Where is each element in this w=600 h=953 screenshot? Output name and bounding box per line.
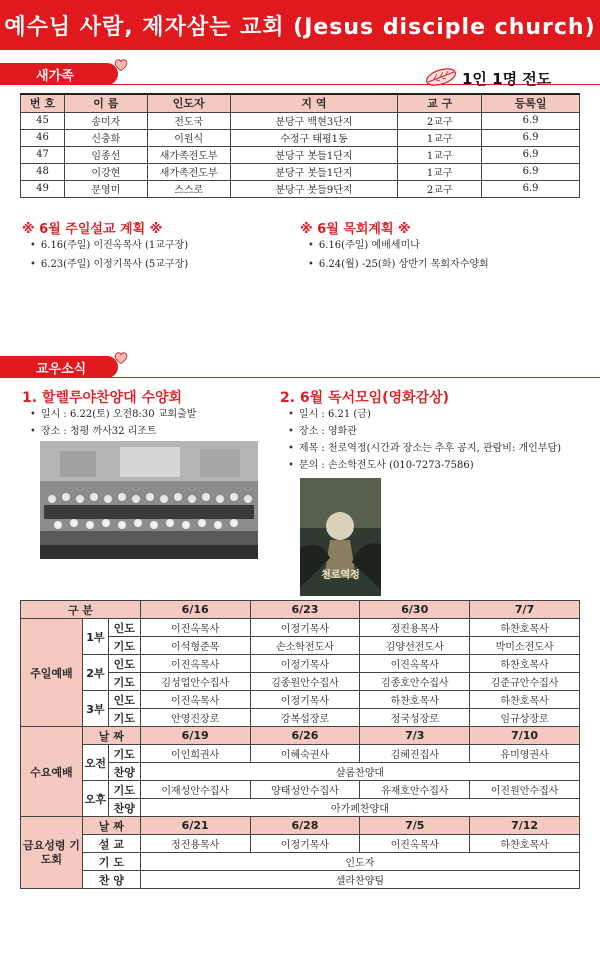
date-header: 7/3: [360, 727, 470, 745]
schedule-header-row: [21, 601, 580, 619]
cell: 하찬호목사: [470, 835, 580, 853]
service-part-label: 1부: [82, 619, 108, 655]
list-item: • 6.16(주일) 예배세미나: [308, 236, 489, 255]
date-label: 날 짜: [82, 727, 140, 745]
cell: 2교구: [398, 180, 482, 197]
cell: 하찬호목사: [360, 691, 470, 709]
cell: 48: [21, 163, 65, 180]
cell: 1교구: [398, 163, 482, 180]
cell: 이혜숙권사: [250, 745, 360, 763]
reading-info-list: [288, 406, 561, 474]
newcomer-table: [20, 93, 580, 198]
table-row: [21, 112, 580, 129]
sermon-plan-title: ※ 6월 주일설교 계획 ※: [22, 222, 163, 237]
date-header: 6/23: [250, 601, 360, 619]
cell: 안영진장로: [140, 709, 250, 727]
role-label: 기도: [108, 781, 140, 799]
date-header: 6/26: [250, 727, 360, 745]
cell: 이강현: [64, 163, 147, 180]
role-label: 기도: [108, 745, 140, 763]
date-header: 7/7: [470, 601, 580, 619]
col-header: 지 역: [230, 94, 398, 112]
list-item: • 6.23(주일) 이정기목사 (5교구장): [30, 255, 188, 274]
list-item: • 문의 : 손소학전도사 (010-7273-7586): [288, 457, 561, 474]
table-row: [21, 129, 580, 146]
cell: 이진원안수집사: [470, 781, 580, 799]
wednesday-service-label: 수요예배: [21, 727, 83, 817]
cell: 49: [21, 180, 65, 197]
col-header: 번 호: [21, 94, 65, 112]
list-item: • 6.16(주일) 이진옥목사 (1교구장): [30, 236, 188, 255]
table-row: [21, 727, 580, 745]
cell: 양태성안수집사: [250, 781, 360, 799]
cell: 정국성장로: [360, 709, 470, 727]
cell: 46: [21, 129, 65, 146]
table-row: [21, 655, 580, 673]
date-header: 6/21: [140, 817, 250, 835]
cell: 이정기목사: [250, 619, 360, 637]
cell: 박미소전도사: [470, 637, 580, 655]
gubun-header: 구 분: [21, 601, 141, 619]
cell: 김성업안수집사: [140, 673, 250, 691]
pastoral-plan-title: ※ 6월 목회계획 ※: [300, 222, 411, 237]
col-header: 인도자: [147, 94, 230, 112]
service-schedule-table: [20, 600, 580, 889]
section-label: 교우소식: [36, 361, 87, 377]
role-label: 기도: [108, 673, 140, 691]
role-label: 기 도: [82, 853, 140, 871]
list-item: • 장소 : 영화관: [288, 423, 561, 440]
table-row: [21, 163, 580, 180]
am-label: 오전: [82, 745, 108, 781]
role-label: 인도: [108, 619, 140, 637]
role-label: 인도: [108, 691, 140, 709]
cell: 김준규안수집사: [470, 673, 580, 691]
cell: 새가족전도부: [147, 146, 230, 163]
date-header: 6/16: [140, 601, 250, 619]
service-part-label: 2부: [82, 655, 108, 691]
table-header-row: [21, 94, 580, 112]
cell: 이인희권사: [140, 745, 250, 763]
cell: 이진옥목사: [140, 655, 250, 673]
pastoral-plan-list: [308, 236, 489, 274]
banner-title: 예수님 사람, 제자삼는 교회 (Jesus disciple church): [4, 14, 596, 40]
list-item: • 장소 : 청평 까사32 리조트: [30, 423, 196, 440]
cell: 분당구 봇들1단지: [230, 163, 398, 180]
cell: 47: [21, 146, 65, 163]
cell: 정진용목사: [140, 835, 250, 853]
movie-poster: [300, 478, 381, 596]
section-label: 새가족: [36, 68, 74, 84]
cell: 이재성안수집사: [140, 781, 250, 799]
cell: 1교구: [398, 146, 482, 163]
cell: 이진옥목사: [140, 619, 250, 637]
cell: 분당구 백현3단지: [230, 112, 398, 129]
cell: 이석형준목: [140, 637, 250, 655]
table-row: [21, 180, 580, 197]
cell: 하찬호목사: [470, 655, 580, 673]
cell: 이원식: [147, 129, 230, 146]
heart-icon: [114, 351, 128, 365]
date-header: 7/12: [470, 817, 580, 835]
retreat-info-list: [30, 406, 196, 440]
table-row: [21, 781, 580, 799]
choir-photo-drawing: [40, 441, 258, 559]
table-row: [21, 745, 580, 763]
service-part-label: 3부: [82, 691, 108, 727]
section-tab-news: [0, 356, 118, 378]
retreat-title: 1. 할렐루야찬양대 수양회: [22, 390, 183, 406]
cell: 문영미: [64, 180, 147, 197]
cell: 45: [21, 112, 65, 129]
praise-cell: 셀라찬양팀: [140, 871, 579, 889]
cell: 1교구: [398, 129, 482, 146]
friday-service-label: 금요성령 기도회: [21, 817, 83, 889]
role-label: 인도: [108, 655, 140, 673]
date-label: 날 짜: [82, 817, 140, 835]
cell: 정진용목사: [360, 619, 470, 637]
cell: 임규상장로: [470, 709, 580, 727]
table-row: [21, 619, 580, 637]
cell: 김혜진집사: [360, 745, 470, 763]
table-row: [21, 817, 580, 835]
reading-title: 2. 6월 독서모임(영화감상): [280, 390, 450, 406]
cell: 이진옥목사: [140, 691, 250, 709]
cell: 송미자: [64, 112, 147, 129]
cell: 신충화: [64, 129, 147, 146]
cell: 유재호안수집사: [360, 781, 470, 799]
cell: 김종호안수집사: [360, 673, 470, 691]
choir-cell: 아가페찬양대: [140, 799, 579, 817]
cell: 6.9: [482, 146, 580, 163]
cell: 하찬호목사: [470, 619, 580, 637]
list-item: • 일시 : 6.21 (금): [288, 406, 561, 423]
choir-cell: 샬롬찬양대: [140, 763, 579, 781]
col-header: 등록일: [482, 94, 580, 112]
cell: 분당구 봇들9단지: [230, 180, 398, 197]
date-header: 6/30: [360, 601, 470, 619]
cell: 강복섭장로: [250, 709, 360, 727]
role-label: 찬양: [108, 799, 140, 817]
cell: 하찬호목사: [470, 691, 580, 709]
cell: 분당구 봇들1단지: [230, 146, 398, 163]
page-banner: [0, 0, 600, 50]
cell: 2교구: [398, 112, 482, 129]
cell: 이진옥목사: [360, 835, 470, 853]
role-label: 찬양: [108, 763, 140, 781]
cell: 김종원안수집사: [250, 673, 360, 691]
cell: 수정구 태평1동: [230, 129, 398, 146]
cell: 이진옥목사: [360, 655, 470, 673]
cell: 6.9: [482, 163, 580, 180]
section-tab-newcomers: [0, 63, 118, 85]
table-row: [21, 853, 580, 871]
sunday-service-label: 주일예배: [21, 619, 83, 727]
prayer-cell: 인도자: [140, 853, 579, 871]
role-label: 찬 양: [82, 871, 140, 889]
cell: 6.9: [482, 129, 580, 146]
cell: 유미영권사: [470, 745, 580, 763]
sermon-plan-list: [30, 236, 188, 274]
cell: 6.9: [482, 180, 580, 197]
cell: 이정기목사: [250, 835, 360, 853]
list-item: • 6.24(월) -25(화) 상반기 목회자수양회: [308, 255, 489, 274]
cell: 6.9: [482, 112, 580, 129]
table-row: [21, 835, 580, 853]
table-row: [21, 691, 580, 709]
col-header: 이 름: [64, 94, 147, 112]
cell: 전도국: [147, 112, 230, 129]
cell: 임종선: [64, 146, 147, 163]
heart-icon: [114, 58, 128, 72]
cell: 이정기목사: [250, 691, 360, 709]
choir-photo: [40, 441, 258, 559]
cell: 손소학전도사: [250, 637, 360, 655]
leaf-icon: [424, 66, 458, 88]
col-header: 교 구: [398, 94, 482, 112]
date-header: 6/19: [140, 727, 250, 745]
role-label: 기도: [108, 709, 140, 727]
date-header: 6/28: [250, 817, 360, 835]
cell: 스스로: [147, 180, 230, 197]
table-row: [21, 146, 580, 163]
cell: 이정기목사: [250, 655, 360, 673]
poster-title: 천로역정: [321, 570, 360, 581]
list-item: • 일시 : 6.22(토) 오전8:30 교회출발: [30, 406, 196, 423]
role-label: 설 교: [82, 835, 140, 853]
role-label: 기도: [108, 637, 140, 655]
cell: 새가족전도부: [147, 163, 230, 180]
evangelism-slogan: 1인 1명 전도: [462, 70, 552, 88]
list-item: • 제목 : 천로역정(시간과 장소는 추후 공지, 관람비: 개인부담): [288, 440, 561, 457]
pm-label: 오후: [82, 781, 108, 817]
cell: 김양선전도사: [360, 637, 470, 655]
date-header: 7/5: [360, 817, 470, 835]
table-row: [21, 871, 580, 889]
date-header: 7/10: [470, 727, 580, 745]
